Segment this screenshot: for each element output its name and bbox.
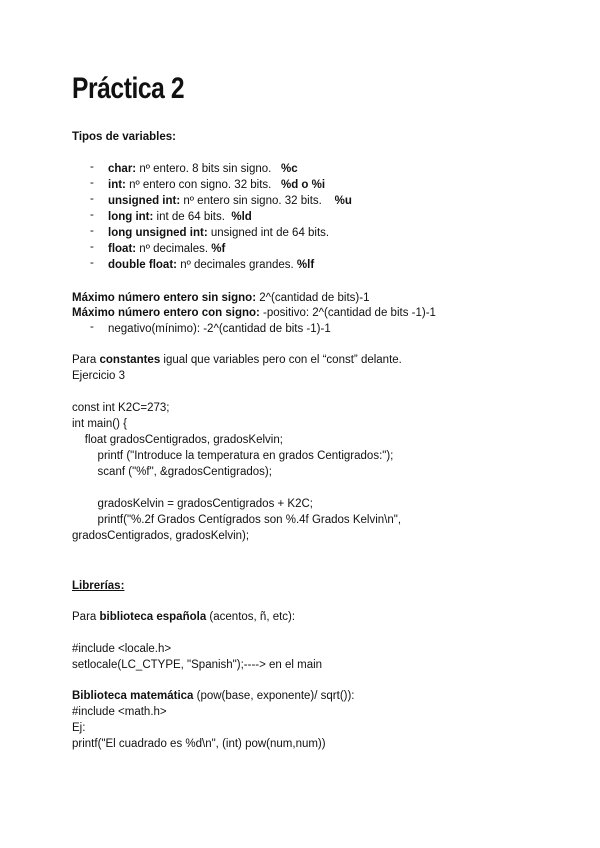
tipo-format: %c: [280, 163, 298, 175]
espanola-code-2: setlocale(LC_CTYPE, "Spanish");----> en el main: [72, 659, 323, 671]
tipo-item: [108, 241, 225, 257]
espanola-pre: Para: [72, 611, 100, 623]
espanola-bold: biblioteca española: [99, 611, 207, 623]
max-con-signo-negativo: negativo(mínimo): -2^(cantidad de bits -1)-1: [108, 323, 331, 335]
matematica-code-1: #include <math.h>: [72, 706, 167, 718]
tipo-desc: int de 64 bits.: [153, 211, 232, 223]
ejercicio-label: Ejercicio 3: [72, 370, 126, 382]
tipo-desc: nº decimales grandes.: [177, 259, 297, 271]
code-line: float gradosCentigrados, gradosKelvin;: [72, 434, 283, 446]
bullet-dash: -: [90, 321, 94, 333]
matematica-line: [72, 688, 355, 704]
bullet-dash: -: [90, 241, 94, 253]
code-line: scanf ("%f", &gradosCentigrados);: [72, 466, 272, 478]
bullet-dash: -: [90, 177, 94, 189]
tipo-desc: nº entero sin signo. 32 bits.: [180, 195, 335, 207]
tipo-item: [108, 209, 252, 225]
bullet-dash: -: [90, 209, 94, 221]
tipo-format: %ld: [231, 211, 252, 223]
tipo-item: [108, 257, 314, 273]
matematica-code-3: printf("El cuadrado es %d\n", (int) pow(num,num)): [72, 738, 326, 750]
tipo-name: double float:: [108, 259, 177, 271]
matematica-bold: Biblioteca matemática: [72, 690, 194, 702]
constantes-pre: Para: [72, 354, 100, 366]
max-sin-signo-value: 2^(cantidad de bits)-1: [256, 292, 370, 304]
max-con-signo: [72, 305, 436, 321]
tipo-name: long unsigned int:: [108, 227, 208, 239]
tipo-name: unsigned int:: [108, 195, 181, 207]
tipo-name: float:: [108, 243, 137, 255]
max-sin-signo-label: Máximo número entero sin signo:: [72, 292, 257, 304]
bullet-dash: -: [90, 193, 94, 205]
tipo-item: [108, 161, 298, 177]
constantes-bold: constantes: [99, 354, 161, 366]
espanola-line: [72, 609, 295, 625]
tipo-desc: nº entero. 8 bits sin signo.: [136, 163, 281, 175]
tipo-desc: unsigned int de 64 bits.: [207, 227, 330, 239]
code-line: printf("%.2f Grados Centígrados son %.4f Grados Kelvin\n",: [72, 514, 402, 526]
tipo-item: [108, 177, 325, 193]
max-con-signo-label: Máximo número entero con signo:: [72, 307, 260, 319]
max-con-signo-value: -positivo: 2^(cantidad de bits -1)-1: [259, 307, 436, 319]
constantes-line: [72, 352, 402, 368]
tipo-desc: nº decimales.: [136, 243, 212, 255]
code-line: gradosCentigrados, gradosKelvin);: [72, 530, 250, 542]
code-line: int main() {: [72, 418, 127, 430]
tipo-desc: nº entero con signo. 32 bits.: [125, 179, 281, 191]
code-line: const int K2C=273;: [72, 402, 170, 414]
espanola-post: (acentos, ñ, etc):: [206, 611, 296, 623]
matematica-code-2: Ej:: [72, 722, 86, 734]
bullet-dash: -: [90, 257, 94, 269]
tipo-item: [108, 193, 352, 209]
code-line: gradosKelvin = gradosCentigrados + K2C;: [72, 498, 313, 510]
tipo-format: %lf: [296, 259, 315, 271]
espanola-code-1: #include <locale.h>: [72, 643, 172, 655]
constantes-post: igual que variables pero con el “const” delante.: [160, 354, 402, 366]
matematica-post: (pow(base, exponente)/ sqrt()):: [193, 690, 355, 702]
tipo-item: [108, 225, 329, 241]
librerias-heading: Librerías:: [72, 580, 125, 592]
bullet-dash: -: [90, 161, 94, 173]
tipos-heading: Tipos de variables:: [72, 131, 176, 143]
tipo-name: long int:: [108, 211, 154, 223]
code-line: printf ("Introduce la temperatura en grados Centigrados:");: [72, 450, 394, 462]
tipo-name: int:: [108, 179, 126, 191]
page-title: Práctica 2: [72, 72, 185, 105]
bullet-dash: -: [90, 225, 94, 237]
max-sin-signo: [72, 290, 369, 306]
tipo-name: char:: [108, 163, 137, 175]
tipo-format: %f: [211, 243, 226, 255]
tipo-format: %u: [334, 195, 352, 207]
tipo-format: %d o %i: [280, 179, 326, 191]
